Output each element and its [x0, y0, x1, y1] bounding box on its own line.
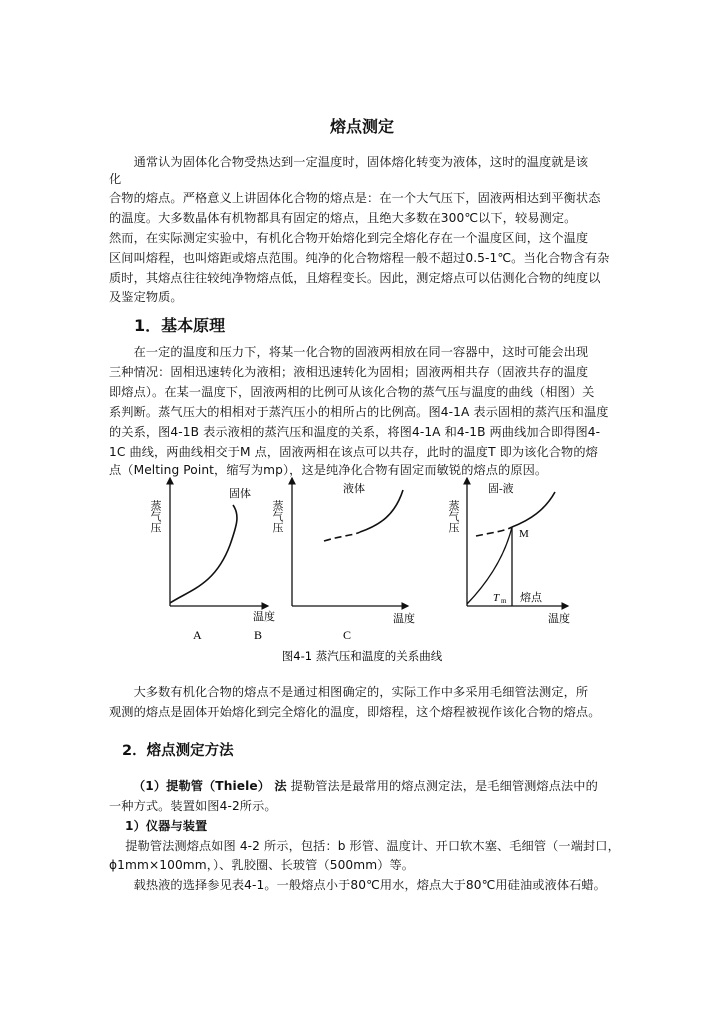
- paragraph-line: 观测的熔点是固体开始熔化到完全熔化的温度，即熔程，这个熔程被视作该化合物的熔点。: [109, 705, 601, 719]
- panel-a: [170, 478, 268, 606]
- intro-line: 合物的熔点。严格意义上讲固体化合物的熔点是：在一个大气压下，固液两相达到平衡状态: [109, 191, 601, 205]
- method-title: （1）提勒管（Thiele） 法: [133, 779, 287, 793]
- section2-line: 提勒管法测熔点如图 4-2 所示，包括：b 形管、温度计、开口软木塞、毛细管（一端封口，: [109, 839, 620, 853]
- section1-line: 点（Melting Point，缩写为mp），这是纯净化合物有固定而敏锐的熔点的原因。: [109, 463, 548, 477]
- intro-line: 区间叫熔程，也叫熔距或熔点范围。纯净的化合物熔程一般不超过0.5-1℃。当化合物含有杂: [109, 251, 610, 265]
- panel-a-label: 固体: [229, 488, 251, 500]
- y-axis-label: 蒸气压: [271, 500, 283, 533]
- sub-heading: 1）仪器与装置: [125, 819, 208, 833]
- panel-c-label: 固-液: [488, 483, 514, 495]
- vapor-pressure-figure: [0, 470, 724, 670]
- tm-label: T: [493, 592, 500, 604]
- intro-line: 质时，其熔点往往较纯净物熔点低，且熔程变长。因此，测定熔点可以估测化合物的纯度以: [109, 271, 601, 285]
- method-line: [109, 778, 598, 794]
- section1-line: 系判断。蒸气压大的相相对于蒸汽压小的相所占的比例高。图4-1A 表示固相的蒸汽压和温度: [109, 405, 609, 419]
- intro-line: 及鉴定物质。: [109, 290, 183, 304]
- panel-letter-b: B: [254, 628, 263, 642]
- paragraph-line: 大多数有机化合物的熔点不是通过相图确定的，实际工作中多采用毛细管法测定，所: [109, 685, 589, 699]
- y-axis-label: 蒸气压: [149, 500, 161, 533]
- tm-subscript: m: [501, 597, 507, 605]
- x-axis-label: 温度: [393, 613, 415, 625]
- section-heading-2: 2．熔点测定方法: [122, 743, 234, 759]
- x-axis-label: 温度: [253, 611, 275, 623]
- intro-line: 的温度。大多数晶体有机物都具有固定的熔点，且绝大多数在300℃以下，较易测定。: [109, 211, 577, 225]
- melting-point-label: 熔点: [520, 592, 542, 604]
- section1-line: 的关系，图4-1B 表示液相的蒸汽压和温度的关系，将图4-1A 和4-1B 两曲线加合即得图4-: [109, 425, 601, 439]
- intro-line: 然而，在实际测定实验中，有机化合物开始熔化到完全熔化存在一个温度区间，这个温度: [109, 231, 589, 245]
- section2-line: 载热液的选择参见表4-1。一般熔点小于80℃用水，熔点大于80℃用硅油或液体石蜡。: [109, 878, 606, 892]
- section1-line: 在一定的温度和压力下，将某一化合物的固液两相放在同一容器中，这时可能会出现: [109, 345, 589, 359]
- section1-line: 1C 曲线，两曲线相交于M 点，固液两相在该点可以共存，此时的温度T 即为该化合物的熔: [109, 445, 598, 459]
- intro-line: 化: [109, 172, 122, 186]
- panel-letter-c: C: [343, 628, 352, 642]
- point-m-label: M: [519, 528, 529, 540]
- panel-b: [292, 478, 408, 606]
- x-axis-label: 温度: [548, 613, 570, 625]
- intro-line: 通常认为固体化合物受热达到一定温度时，固体熔化转变为液体，这时的温度就是该: [109, 155, 589, 169]
- method-line-2: 一种方式。装置如图4-2所示。: [109, 799, 277, 813]
- section1-line: 三种情况：固相迅速转化为液相；液相迅速转化为固相；固液两相共存（固液共存的温度: [109, 365, 589, 379]
- section2-line: ϕ1mm×100mm，）、乳胶圈、长玻管（500mm）等。: [109, 858, 415, 872]
- section1-line: 即熔点）。在某一温度下，固液两相的比例可从该化合物的蒸气压与温度的曲线（相图）关: [109, 385, 595, 399]
- panel-letter-a: A: [193, 628, 202, 642]
- figure-caption: 图4-1 蒸汽压和温度的关系曲线: [281, 649, 443, 663]
- page-title: 熔点测定: [329, 117, 394, 136]
- panel-c: [467, 478, 568, 606]
- section-heading-1: 1．基本原理: [134, 316, 226, 335]
- method-text: 提勒管法是最常用的熔点测定法，是毛细管测熔点法中的: [286, 779, 598, 793]
- panel-b-label: 液体: [343, 483, 365, 495]
- y-axis-label: 蒸气压: [447, 500, 459, 533]
